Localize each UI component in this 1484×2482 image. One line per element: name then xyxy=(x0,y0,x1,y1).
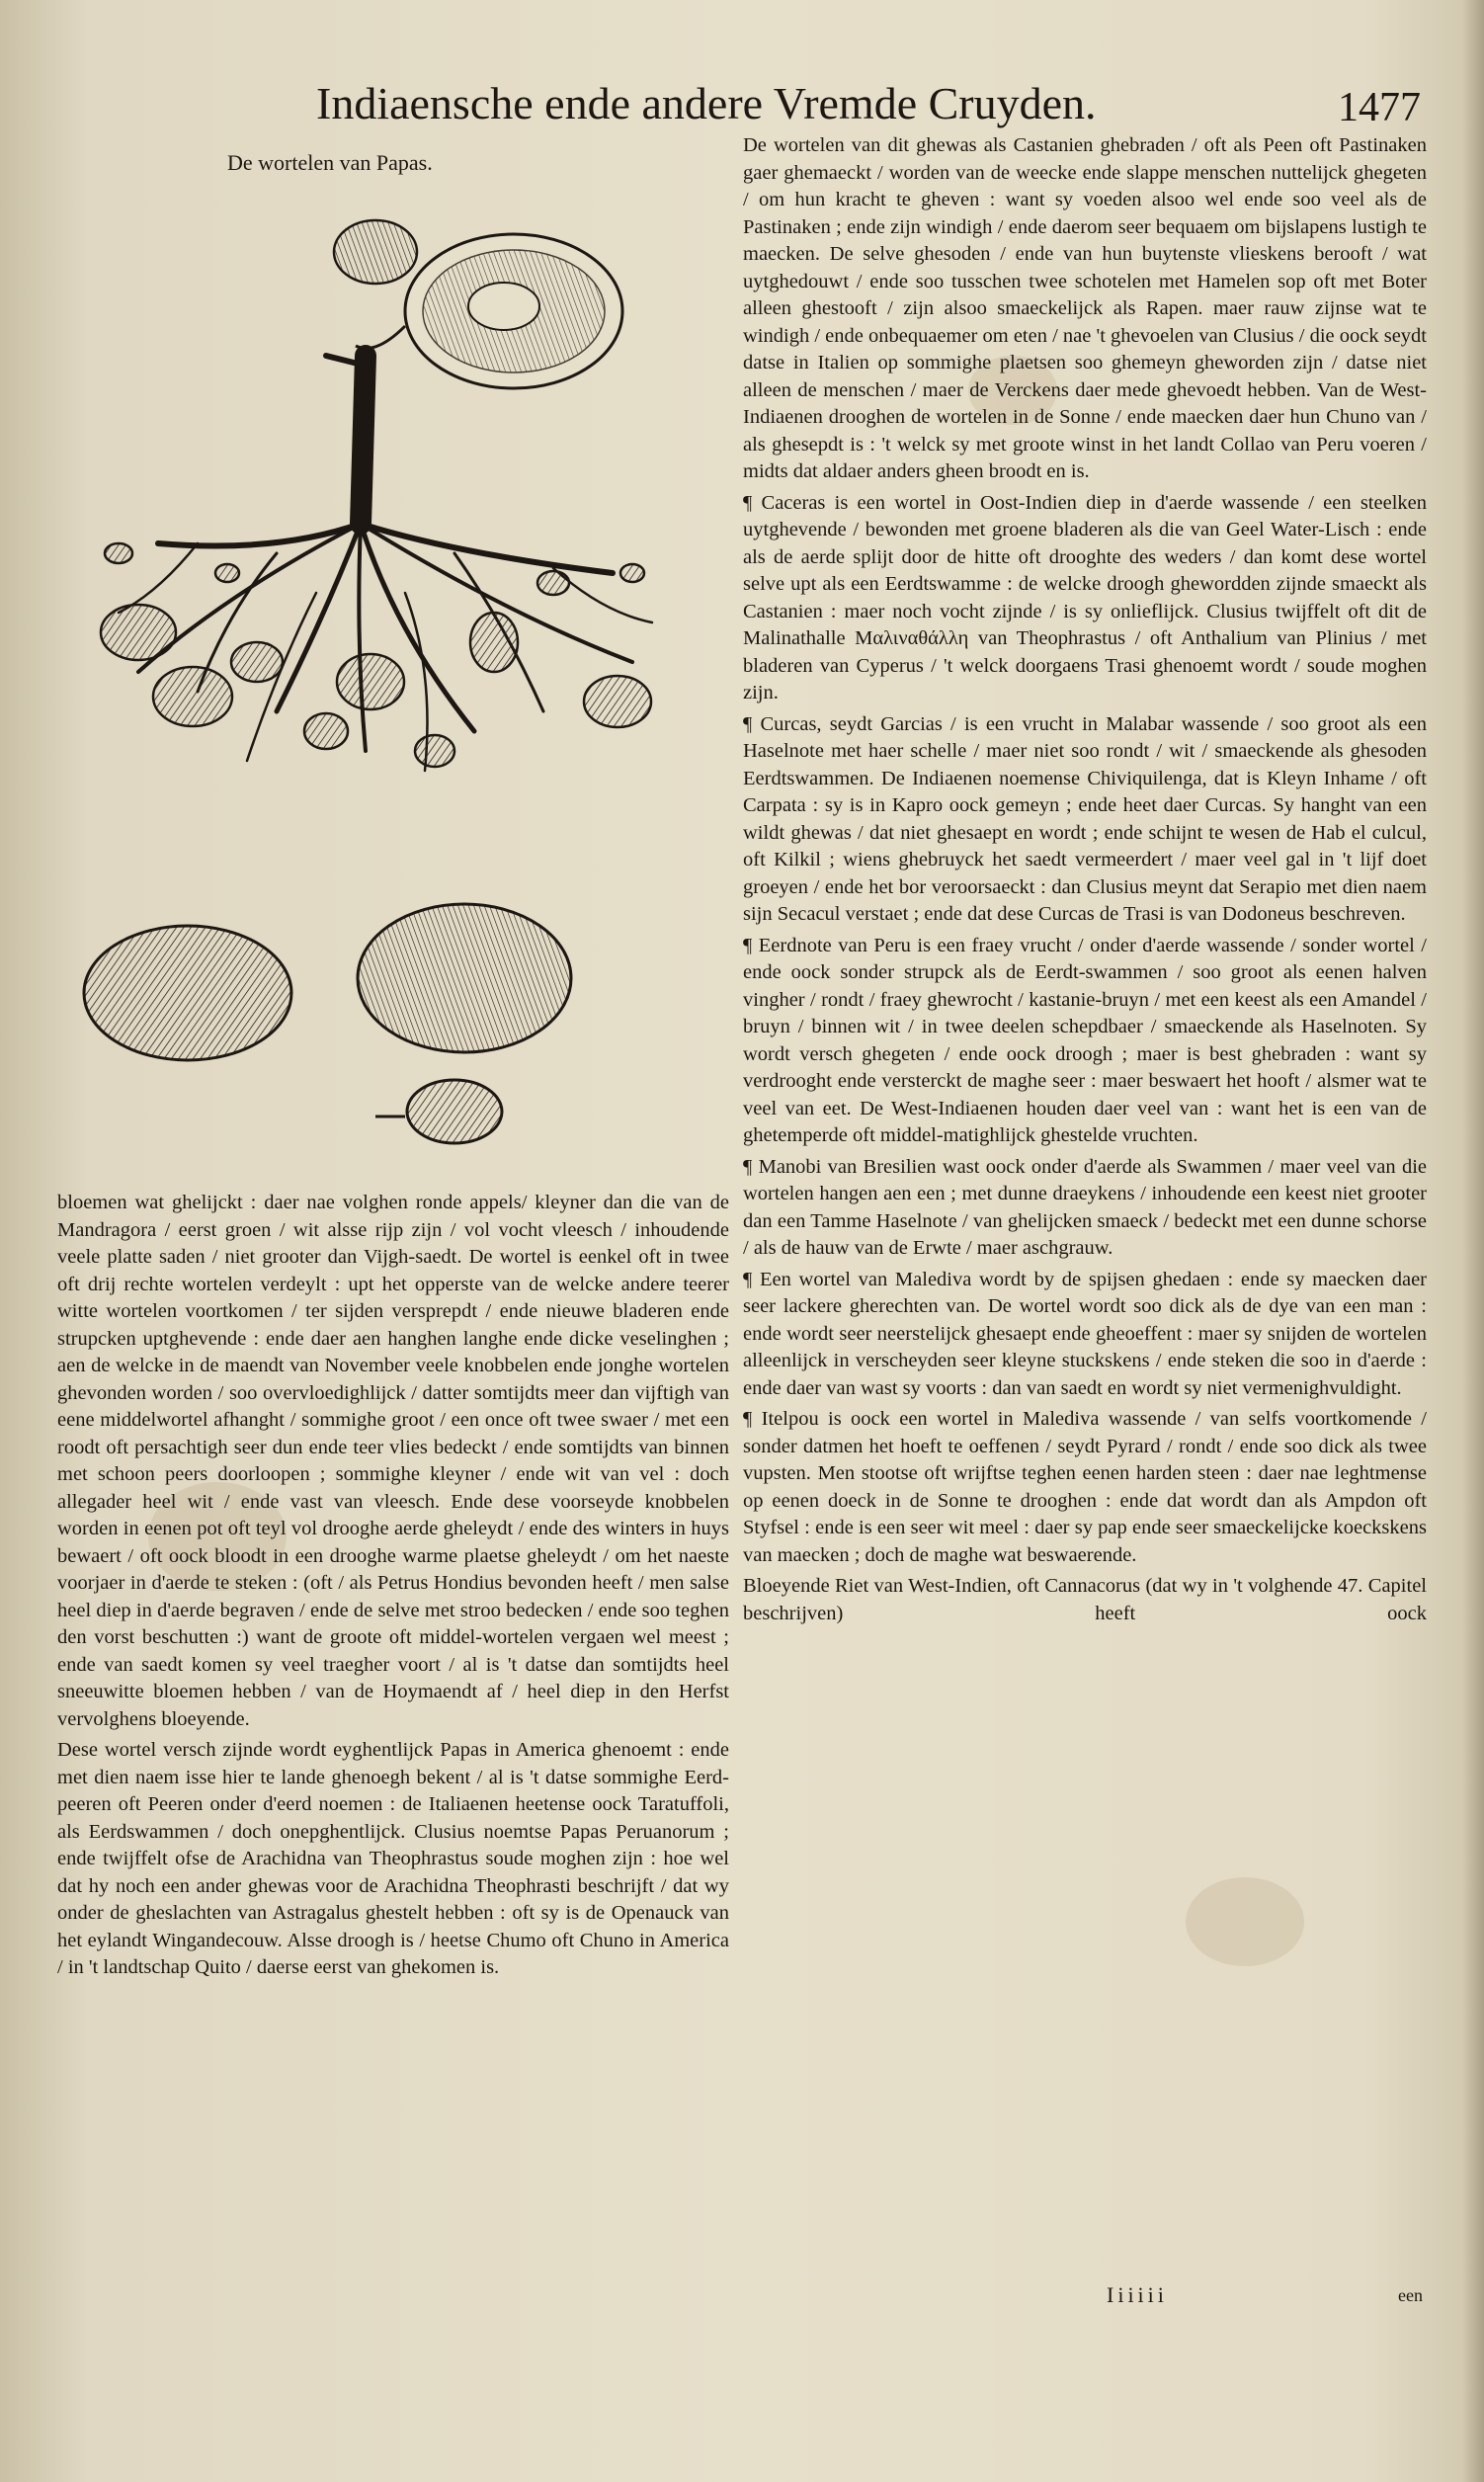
text-paragraph: ¶ Eerdnote van Peru is een fraey vrucht / onder d'aerde wassende / sonder wortel / ende oock sonder strupck als de Eerdt-swammen / soo groot als eenen halven vingher / rondt / fraey ghewrocht / kastanie-bruyn / met een keest als een Amandel / bruyn / binnen wit / in twee deelen schepdbaer / smaeckende als Haselnoten. Sy wordt versch ghegeten / ende oock droogh ; maer is best ghebraden : want sy verdrooght ende versterckt de maghe seer : maer beswaert het hooft / alsmer wat te veel van eet. De West-Indiaenen houden daer veel van : want het is een van de ghetemperde oft middel-matighlijck ghestelde vruchten. xyxy=(743,934,1427,1146)
figure-caption: De wortelen van Papas. xyxy=(227,150,433,175)
running-title: Indiaensche ende andere Vremde Cruyden. xyxy=(316,78,1097,128)
text-paragraph: De wortelen van dit ghewas als Castanien ghebraden / oft als Peen oft Pastinaken gaer ghemaeckt / worden van de weecke ende slappe menschen nuttelijck ghegeten / om hun kracht te gheven : want sy voeden alsoo wel ende soo veel als de Pastinaken ; ende zijn windigh / ende daerom seer bequaem om bijslapens lustigh te maecken. De selve ghesoden / ende van hun buytenste vlieskens berooft / wat uytghedouwt / ende soo tusschen twee schotelen met Hamelen sop oft met Boter alleen ghestooft / zijn alsoo smaeckelijck als Rapen. maer rauw zijnse wat te windigh / ende onbequaemer om eten / nae 't ghevoelen van Clusius / die oock seydt datse in Italien op sommighe plaetsen soo ghemeyn gheworden zijn / datse niet alleen de menschen / maer de Verckens daer mede ghevoedt hebben. Van de West-Indiaenen drooghen de wortelen in de Sonne / ende maecken daer hun Chuno van / als ghesepdt is : 't welck sy met groote winst in het landt Collao van Peru voeren / midts dat aldaer anders gheen broodt en is. xyxy=(743,134,1427,482)
text-paragraph: ¶ Manobi van Bresilien wast oock onder d'aerde als Swammen / maer veel van die wortelen hangen aen een ; met dunne draeykens / inhoudende een keest niet grooter dan een Tamme Haselnote / van ghelijcken smaeck / bedeckt met een dunne schorse / als de hauw van de Erwte / maer aschgrauw. xyxy=(743,1155,1427,1259)
loose-tubers xyxy=(84,904,571,1143)
page-number: 1477 xyxy=(1338,85,1421,130)
root-tubers xyxy=(101,543,651,767)
page-edge xyxy=(1462,0,1484,2482)
text-paragraph: ¶ Een wortel van Malediva wordt by de spijsen ghedaen : ende sy maecken daer seer lackere gherechten van. De wortel wordt soo dick als de dye van een man : ende wordt seer neerstelijck ghesaept ende gheoeffent : maer sy snijden de wortelen alleenlijck in verscheyden seer kleyne stuckskens / ende steken die soo in d'aerde : ende daer van wast sy voorts : dan van saedt en wordt sy niet vermenighvuldight. xyxy=(743,1268,1427,1399)
text-paragraph: ¶ Caceras is een wortel in Oost-Indien diep in d'aerde wassende / een steelken uytghevende / bewonden met groene bladeren als die van Geel Water-Lisch : ende als de aerde splijt door de hitte oft drooghte des weders / dan komt dese wortel selve upt als een Eerdtswamme : de welcke droogh ghewordden zijnde smaeckt als Castanien : maer noch vocht zijnde / is sy onlieflijck. Clusius twijffelt oft dit de Malinathalle Μαλιναθάλλη van Theophrastus / oft Anthalium van Plinius / met bladeren van Cyperus / 't welck doorgaens Trasi ghenoemt wordt / soude moghen zijn. xyxy=(743,491,1427,703)
right-text-column xyxy=(743,128,1427,2342)
potato-plant-woodcut xyxy=(79,198,692,1166)
tuber-top-left xyxy=(334,220,417,284)
text-paragraph: ¶ Curcas, seydt Garcias / is een vrucht in Malabar wassende / soo groot als een Haselnote met haer schelle / maer niet soo rondt / wit / smaeckende als ghesoden Eerdtswammen. De Indiaenen noemense Chiviquilenga, dat is Kleyn Inhame / oft Carpata : sy is in Kapro oock gemeyn ; ende heet daer Curcas. Sy hanght van een wildt ghewas / dat niet ghesaept en wordt ; ende schijnt te wesen de Hab el culcul, oft Kilkil ; wiens ghebruyck het saedt vermeerdert / maer veel gal in 't lijf doet groeyen / ende het bor veroorsaeckt : dan Clusius meynt dat Serapio met dien naem sijn Secacul verstaet ; ende dat dese Curcas de Trasi is van Dodoneus beschreven. xyxy=(743,712,1427,925)
text-paragraph: Bloeyende Riet van West-Indien, oft Cannacorus (dat wy in 't volghende 47. Capitel beschrijven) heeft oock xyxy=(743,1575,1427,1624)
text-paragraph: bloemen wat ghelijckt : daer nae volghen ronde appels/ kleyner dan die van de Mandragora / eerst groen / wit alsse rijp zijn / vol vocht vleesch / inhoudende veele platte saden / niet grooter dan Vijgh-saedt. De wortel is eenkel oft in twee oft drij rechte wortelen verdeylt : upt het opperste van de welcke andere teerer witte wortelen voortkomen / ter sijden versprepdt / ende nieuwe bladeren ende strupcken uptghevende : ende daer aen hanghen langhe ende dicke veselinghen ; aen de welcke in de maendt van November veele knobbelen ende jonghe wortelen ghevonden worden / soo overvloedighlijck / datter somtijdts meer dan vijftigh van eene middelwortel afhanght / sommighe groot / een once oft twee swaer / met een roodt oft persachtigh seer dun ende teer vlies bedeckt / ende somtijdts van binnen met schoon peers doorloopen ; sommighe kleyner / ende wit van vel : doch allegader heel wit / ende vast van vleesch. Ende dese voorseyde knobbelen worden in eenen pot oft teyl vol drooghe aerde gheleydt / ende des winters in huys bewaert / oft oock bloodt in een drooghe warme plaetse gheleydt / om het naeste voorjaer in d'aerde te steken : (oft / als Petrus Hondius bevonden heeft / men salse heel diep in d'aerde begraven / ende de selve met stroo bedecken / ende soo teghen den vorst beschutten :) want de groote oft middel-wortelen vergaen wel meest ; ende van saedt komen sy veel traegher voort / al is 't datse dan somtijdts heel sneeuwitte bloemen hebben / van de Hoymaendt af / heel diep in den Herfst vervolghens bloeyende. xyxy=(57,1192,729,1730)
text-paragraph: Dese wortel versch zijnde wordt eyghentlijck Papas in America ghenoemt : ende met dien naem isse hier te lande ghenoegh bekent / al is 't datse sommighe Eerd-peeren oft Peeren onder d'eerd noemen : de Italiaenen heetense oock Taratuffoli, als Eerdswammen / doch onepghentlijck. Clusius noemtse Papas Peruanorum ; ende twijffelt ofse de Arachidna van Theophrastus soude moghen zijn : hoe wel dat hy noch een ander ghewas voor de Arachidna Theophrasti beschrijft / dat wy onder de gheslachten van Astragalus ghestelt hebben : oft sy is de Openauck van het eylandt Wingandecouw. Alsse droogh is / heetse Chumo oft Chuno in America / in 't landtschap Quito / daerse eerst van ghekomen is. xyxy=(57,1739,729,1978)
left-text-column xyxy=(57,1186,729,2292)
signature-mark: Iiiiii xyxy=(1107,2282,1168,2307)
catchword: een xyxy=(1398,2285,1423,2305)
text-paragraph: ¶ Itelpou is oock een wortel in Malediva wassende / van selfs voortkomende / sonder datmen het hoeft te oeffenen / seydt Pyrard / rondt / ende soo dick als twee vupsten. Men stootse oft wrijftse teghen eenen harden steen : daer nae leghtmense op eenen doeck in de Sonne te drooghen : ende dat wordt dan als Ampdon oft Styfsel : ende is een seer wit meel : daer sy pap ende seer smaeckelijcke koeckskens van maecken ; doch de maghe wat beswaerende. xyxy=(743,1408,1427,1566)
